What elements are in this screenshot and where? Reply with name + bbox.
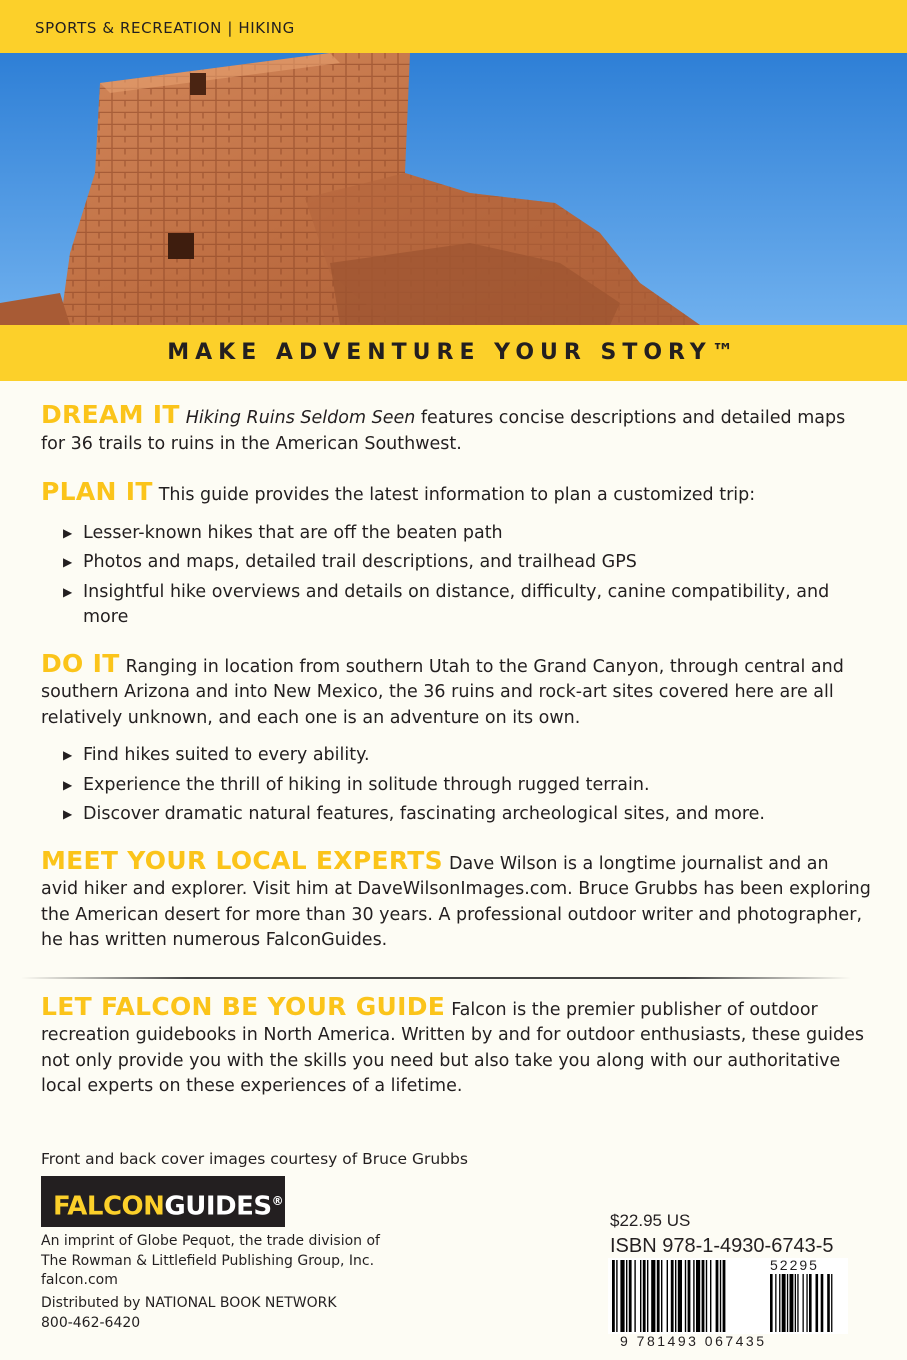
do-heading: DO IT xyxy=(41,648,120,678)
list-item: ▶ Experience the thrill of hiking in solitude through rugged terrain. xyxy=(63,773,871,799)
list-item: ▶ Photos and maps, detailed trail descriptions, and trailhead GPS xyxy=(63,550,871,576)
tagline-bar xyxy=(0,325,907,381)
do-text: Ranging in location from southern Utah to the Grand Canyon, through central and southern Arizona and into New Mexico, the 36 ruins and rock-art sites covered here are all relatively unknown, and each one is an adventure on its own. xyxy=(41,656,844,728)
imprint-info: An imprint of Globe Pequot, the trade division of The Rowman & Littlefield Publishing Group, Inc. falcon.com xyxy=(41,1233,380,1288)
falcon-heading: LET FALCON BE YOUR GUIDE xyxy=(41,991,446,1021)
plan-text: This guide provides the latest information to plan a customized trip: xyxy=(158,485,756,505)
bullet-arrow-icon: ▶ xyxy=(63,584,73,599)
falcon-section xyxy=(41,991,871,1100)
section-divider xyxy=(21,977,851,979)
dream-text: features concise descriptions and detailed maps for 36 trails to ruins in the American Southwest. xyxy=(41,408,846,454)
top-category-bar xyxy=(0,0,907,53)
experts-heading: MEET YOUR LOCAL EXPERTS xyxy=(41,845,443,875)
tagline-text: MAKE ADVENTURE YOUR STORY™ xyxy=(167,340,740,365)
bullet-arrow-icon: ▶ xyxy=(63,777,73,792)
list-item: ▶ Discover dramatic natural features, fascinating archeological sites, and more. xyxy=(63,802,871,828)
category-label: SPORTS & RECREATION | HIKING xyxy=(35,19,295,37)
do-bullets xyxy=(41,743,871,828)
photo-credit: Front and back cover images courtesy of Bruce Grubbs xyxy=(41,1150,468,1168)
dream-section xyxy=(41,402,871,457)
description-content xyxy=(41,402,871,1100)
list-item: ▶ Insightful hike overviews and details on distance, difficulty, canine compatibility, and more xyxy=(63,581,830,627)
barcode-addon-number: 52295 xyxy=(770,1257,819,1273)
plan-bullets xyxy=(41,521,871,631)
bullet-arrow-icon: ▶ xyxy=(63,555,73,569)
barcode-number: 9 781493 067435 xyxy=(620,1333,767,1349)
list-item: ▶ Find hikes suited to every ability. xyxy=(63,743,871,769)
plan-section xyxy=(41,479,871,509)
isbn-label: ISBN 978-1-4930-6743-5 xyxy=(610,1235,834,1257)
list-item: ▶ Lesser-known hikes that are off the beaten path xyxy=(63,521,871,547)
experts-section xyxy=(41,845,871,954)
plan-heading: PLAN IT xyxy=(41,477,153,506)
book-title: Hiking Ruins Seldom Seen xyxy=(185,408,416,428)
do-section xyxy=(41,648,871,732)
experts-text: Dave Wilson is a longtime journalist and an avid hiker and explorer. Visit him at DaveWilsonImages.com. Bruce Grubbs has been exploring the American desert for more than 30 years. A professional outdoor writer and photographer, he has written numerous FalconGuides. xyxy=(41,853,871,950)
falconguides-logo: FALCONGUIDES® xyxy=(41,1176,285,1227)
falcon-text: Falcon is the premier publisher of outdoor recreation guidebooks in North America. Written by and for outdoor enthusiasts, these guides not only provide you with the skills you need but also take you along with our authoritative local experts on these experiences of a lifetime. xyxy=(41,999,865,1096)
bullet-arrow-icon: ▶ xyxy=(63,807,73,821)
dream-heading: DREAM IT xyxy=(41,400,180,429)
distribution-info: Distributed by NATIONAL BOOK NETWORK 800-462-6420 xyxy=(41,1295,337,1331)
cover-photo-ruin xyxy=(0,53,907,325)
bullet-arrow-icon: ▶ xyxy=(63,748,73,762)
price-label: $22.95 US xyxy=(610,1211,691,1230)
bullet-arrow-icon: ▶ xyxy=(63,525,73,540)
